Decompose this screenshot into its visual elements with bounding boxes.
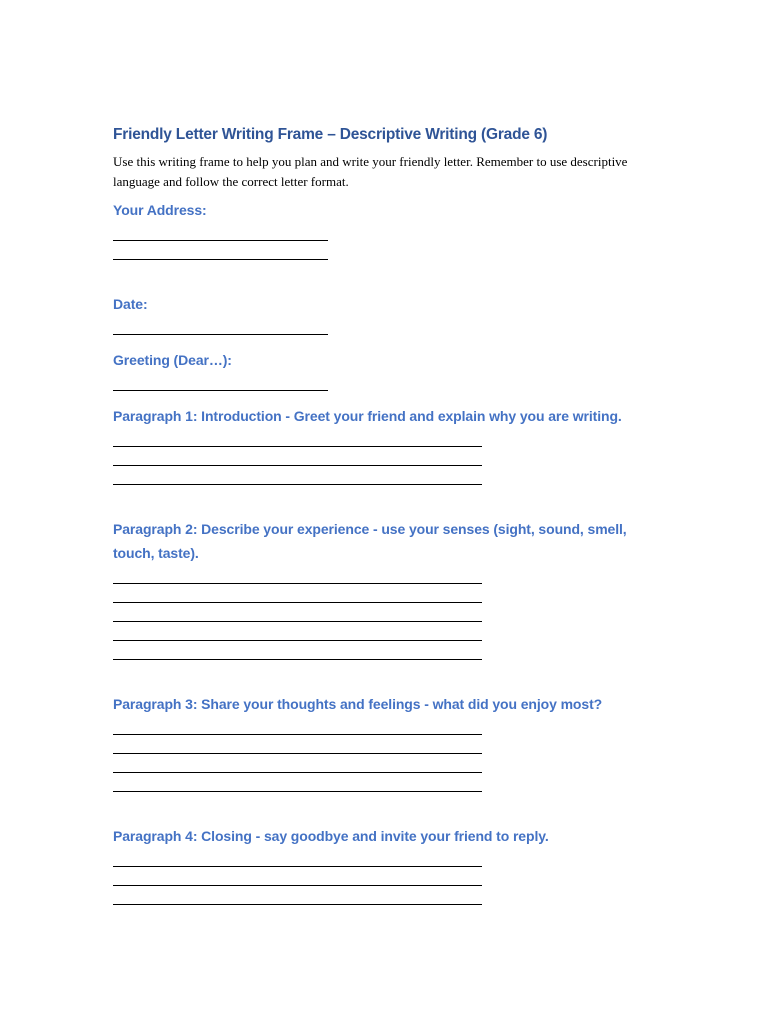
paragraph-1-heading: Paragraph 1: Introduction - Greet your friend and explain why you are writing. [113,408,622,424]
document-intro: Use this writing frame to help you plan and write your friendly letter. Remember to use descriptive language and follow the correct letter format. [113,154,628,189]
paragraph-2-line-1[interactable] [113,565,482,584]
address-line-1[interactable] [113,222,328,241]
section-paragraph-4 [113,824,673,905]
paragraph-1-line-3[interactable] [113,466,482,485]
paragraph-3-line-4[interactable] [113,773,482,792]
paragraph-2-heading: Paragraph 2: Describe your experience - use your senses (sight, sound, smell, touch, taste). [113,521,627,561]
paragraph-4-line-2[interactable] [113,867,482,886]
document-page [113,124,673,844]
greeting-heading: Greeting (Dear…): [113,352,232,368]
section-date [113,292,673,335]
paragraph-3-line-2[interactable] [113,735,482,754]
paragraph-2-line-4[interactable] [113,622,482,641]
paragraph-4-line-3[interactable] [113,886,482,905]
date-heading: Date: [113,296,148,312]
section-greeting [113,348,673,391]
paragraph-1-line-2[interactable] [113,447,482,466]
section-paragraph-3 [113,692,673,792]
paragraph-3-line-3[interactable] [113,754,482,773]
paragraph-4-heading: Paragraph 4: Closing - say goodbye and invite your friend to reply. [113,828,549,844]
address-heading: Your Address: [113,202,207,218]
section-address [113,198,673,260]
paragraph-2-line-5[interactable] [113,641,482,660]
paragraph-2-line-2[interactable] [113,584,482,603]
paragraph-4-line-1[interactable] [113,848,482,867]
paragraph-2-line-3[interactable] [113,603,482,622]
paragraph-1-line-1[interactable] [113,428,482,447]
section-paragraph-2 [113,517,643,660]
section-paragraph-1 [113,404,673,485]
document-title: Friendly Letter Writing Frame – Descriptive Writing (Grade 6) [113,126,548,143]
paragraph-3-heading: Paragraph 3: Share your thoughts and feelings - what did you enjoy most? [113,696,603,712]
date-line[interactable] [113,316,328,335]
greeting-line[interactable] [113,372,328,391]
paragraph-3-line-1[interactable] [113,716,482,735]
address-line-2[interactable] [113,241,328,260]
